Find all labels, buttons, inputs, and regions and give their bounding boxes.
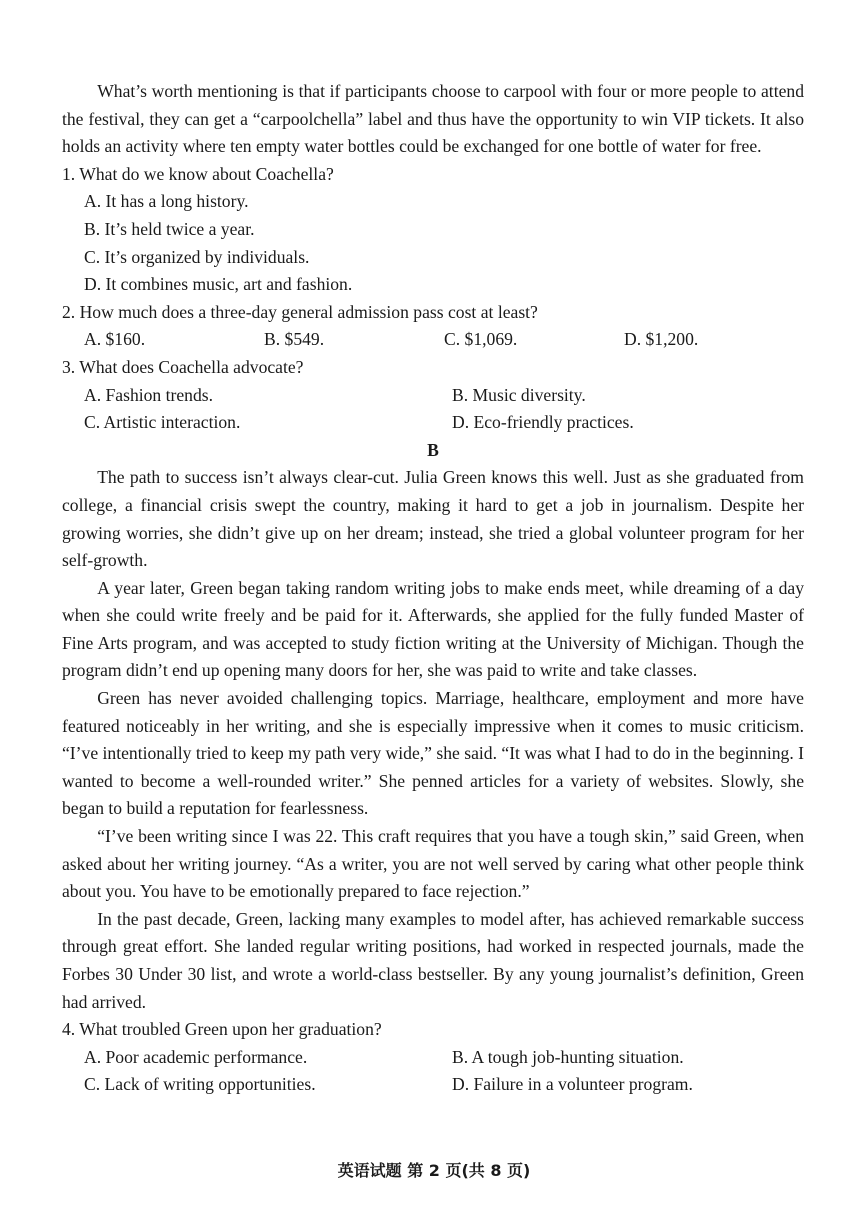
question-1 xyxy=(62,161,804,299)
question-1-stem: 1. What do we know about Coachella? xyxy=(62,163,334,184)
question-3-option-c: C. Artistic interaction. xyxy=(84,412,241,433)
question-1-option-d: D. It combines music, art and fashion. xyxy=(84,274,353,295)
question-2 xyxy=(62,299,804,354)
question-3 xyxy=(62,354,804,437)
question-4-option-a: A. Poor academic performance. xyxy=(84,1046,308,1067)
question-4-option-c: C. Lack of writing opportunities. xyxy=(84,1074,316,1095)
question-2-option-c: C. $1,069. xyxy=(444,329,518,350)
question-2-stem: 2. How much does a three-day general admission pass cost at least? xyxy=(62,301,538,322)
passage-b-paragraph-4: “I’ve been writing since I was 22. This craft requires that you have a tough skin,” said Green, when asked about her writing journey. “As a writer, you are not well served by caring what other people think about you. You have to be emotionally prepared to face rejection.” xyxy=(62,826,804,902)
page-footer: 英语试题 第 2 页(共 8 页) xyxy=(337,1161,531,1180)
passage-b-paragraph-3: Green has never avoided challenging topics. Marriage, healthcare, employment and more have featured noticeably in her writing, and she is especially impressive when it comes to music criticism. “I’ve intentionally tried to keep my path very wide,” she said. “It was what I had to do in the beginning. I wanted to become a well-rounded writer.” She penned articles for a variety of websites. Slowly, she began to build a reputation for fearlessness. xyxy=(62,688,804,819)
question-1-option-a: A. It has a long history. xyxy=(84,191,249,212)
question-4-stem: 4. What troubled Green upon her graduation? xyxy=(62,1019,382,1040)
question-3-option-d: D. Eco-friendly practices. xyxy=(452,412,634,433)
question-2-option-a: A. $160. xyxy=(84,329,146,350)
question-4-option-b: B. A tough job-hunting situation. xyxy=(452,1046,684,1067)
question-3-stem: 3. What does Coachella advocate? xyxy=(62,356,304,377)
section-b-title: B xyxy=(427,439,439,460)
question-2-option-d: D. $1,200. xyxy=(624,329,699,350)
question-2-option-b: B. $549. xyxy=(264,329,325,350)
question-4-options xyxy=(84,1044,804,1099)
question-2-options xyxy=(84,326,804,354)
passage-b-paragraph-2: A year later, Green began taking random writing jobs to make ends meet, while dreaming of a day when she could write freely and be paid for it. Afterwards, she applied for the fully funded Master of Fine Arts program, and was accepted to study fiction writing at the University of Michigan. Though the program didn’t end up opening many doors for her, she was paid to write and take classes. xyxy=(62,577,804,681)
question-1-option-b: B. It’s held twice a year. xyxy=(84,218,255,239)
question-4 xyxy=(62,1016,804,1099)
page-content xyxy=(62,78,804,1099)
passage-b-paragraph-1: The path to success isn’t always clear-cut. Julia Green knows this well. Just as she graduated from college, a financial crisis swept the country, making it hard to get a job in journalism. Despite her growing worries, she didn’t give up on her dream; instead, she tried a global volunteer program for her self-growth. xyxy=(62,467,804,571)
question-3-option-b: B. Music diversity. xyxy=(452,384,586,405)
question-3-options xyxy=(84,382,804,437)
question-1-option-c: C. It’s organized by individuals. xyxy=(84,246,310,267)
question-3-option-a: A. Fashion trends. xyxy=(84,384,214,405)
passage-a-paragraph: What’s worth mentioning is that if participants choose to carpool with four or more people to attend the festival, they can get a “carpoolchella” label and thus have the opportunity to win VIP tickets. It also holds an activity where ten empty water bottles could be exchanged for one bottle of water for free. xyxy=(62,81,804,157)
question-4-option-d: D. Failure in a volunteer program. xyxy=(452,1074,693,1095)
passage-b-paragraph-5: In the past decade, Green, lacking many examples to model after, has achieved remarkable success through great effort. She landed regular writing positions, had worked in respected journals, made the Forbes 30 Under 30 list, and wrote a world-class bestseller. By any young journalist’s definition, Green had arrived. xyxy=(62,908,804,1012)
